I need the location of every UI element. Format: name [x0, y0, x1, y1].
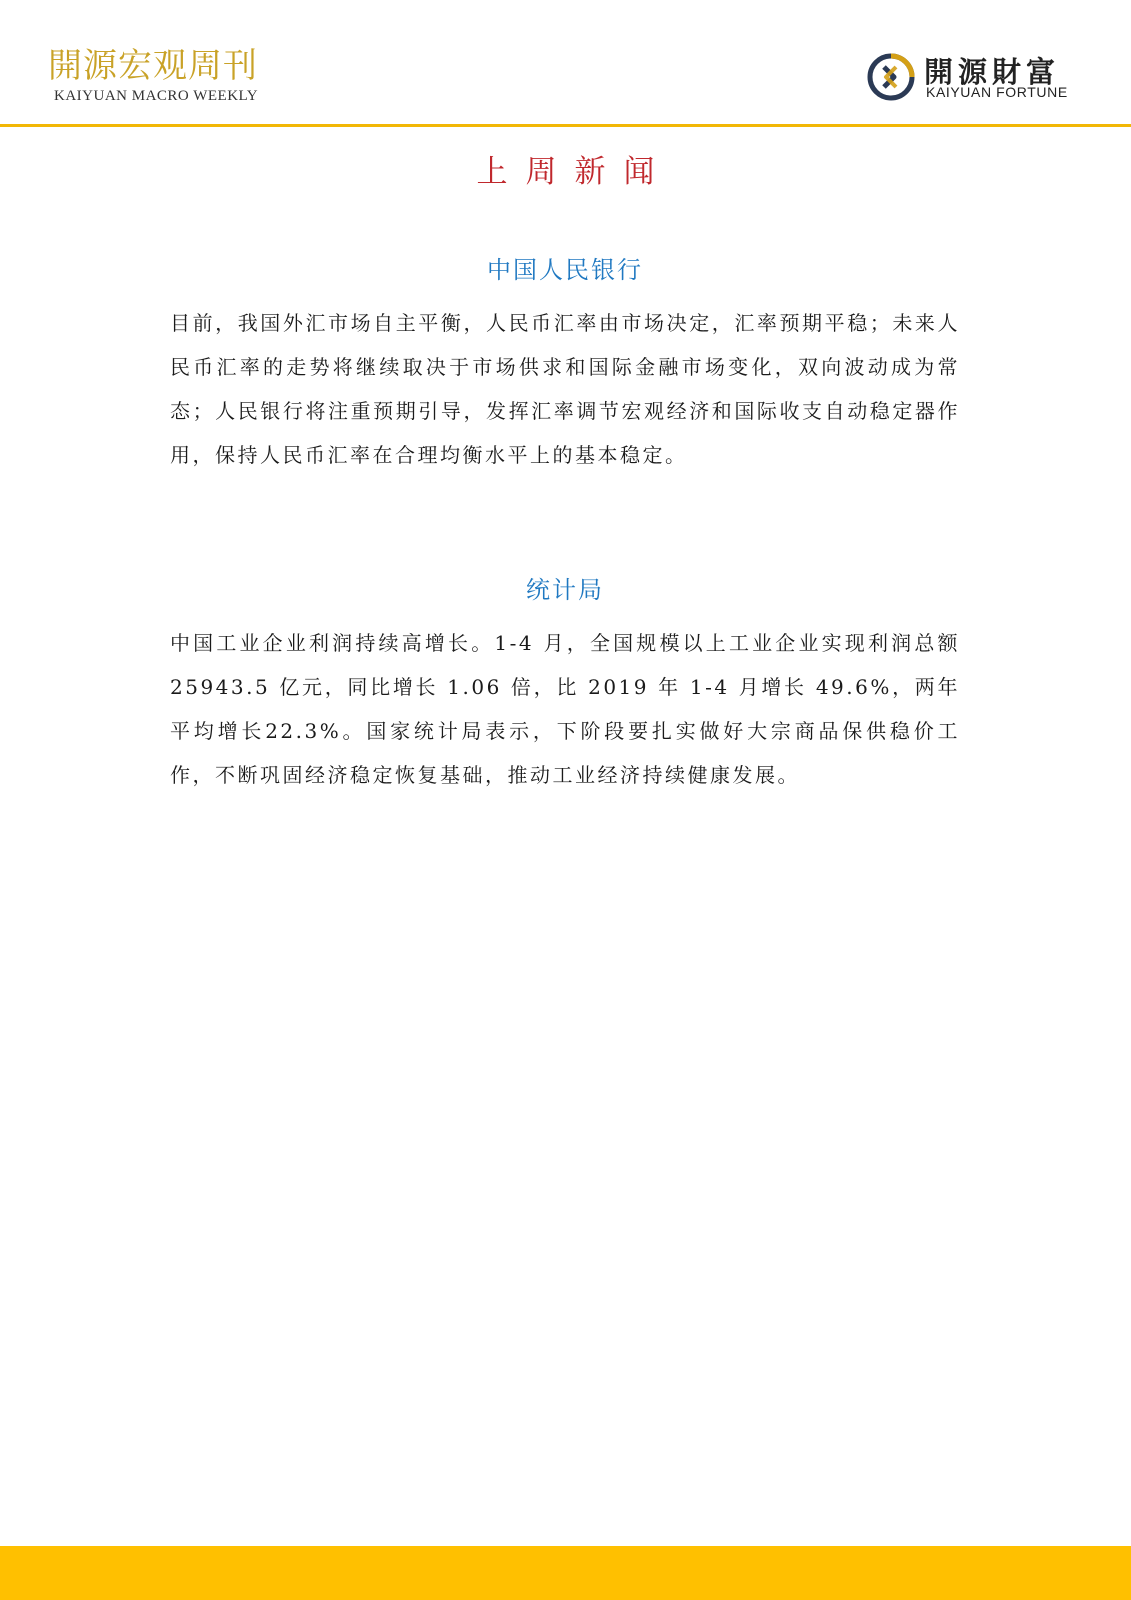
logo-chinese-name: 開源財富 — [924, 55, 1061, 89]
logo-english-name: KAIYUAN FORTUNE — [926, 84, 1068, 100]
section-body: 中国工业企业利润持续高增长。1-4 月，全国规模以上工业企业实现利润总额25943.5 亿元，同比增长 1.06 倍，比 2019 年 1-4 月增长 49.6%，两年平均增长22.3%。国家统计局表示，下阶段要扎实做好大宗商品保供稳价工作，不断巩固经济稳定恢复基础，推动工业经济持续健康发展。 — [170, 631, 960, 787]
publication-title: 開源宏观周刊 — [48, 46, 258, 86]
section-statistics-bureau — [170, 570, 960, 797]
section-body: 目前，我国外汇市场自主平衡，人民币汇率由市场决定，汇率预期平稳；未来人民币汇率的走势将继续取决于市场供求和国际金融市场变化，双向波动成为常态；人民银行将注重预期引导，发挥汇率调节宏观经济和国际收支自动稳定器作用，保持人民币汇率在合理均衡水平上的基本稳定。 — [170, 311, 960, 467]
kaiyuan-logo-icon — [866, 52, 916, 102]
header-divider — [0, 124, 1131, 127]
page-heading: 上周新闻 — [476, 154, 673, 190]
footer-bar — [0, 1546, 1131, 1600]
publication-subtitle: KAIYUAN MACRO WEEKLY — [54, 88, 259, 104]
section-title: 统计局 — [526, 576, 604, 604]
kaiyuan-fortune-logo — [866, 50, 1081, 106]
page-header — [0, 0, 1131, 127]
section-pboc — [170, 250, 960, 477]
section-title: 中国人民银行 — [487, 256, 643, 284]
